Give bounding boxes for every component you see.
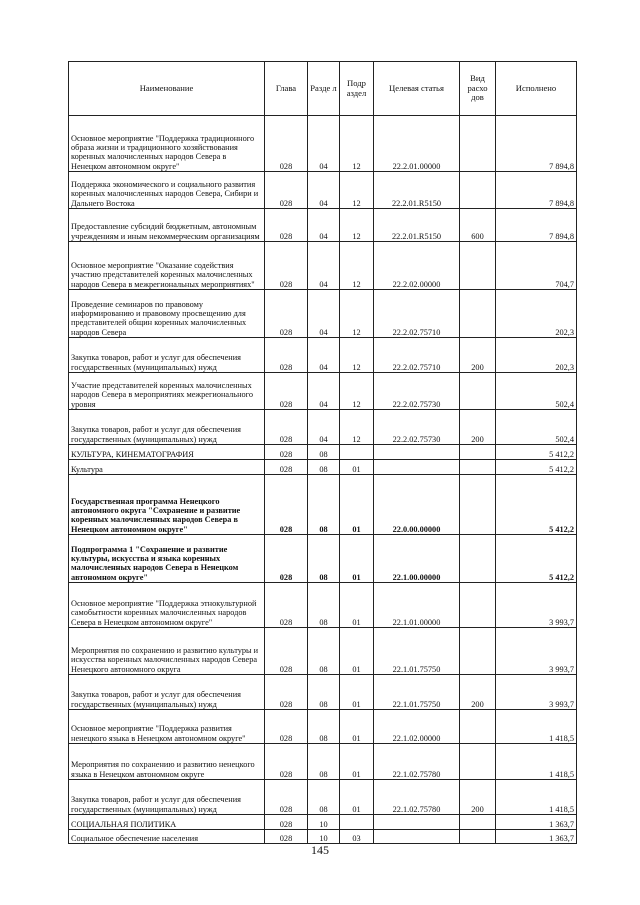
- cell-glava: 028: [265, 830, 308, 844]
- cell-razdel: 08: [308, 628, 340, 675]
- cell-celevaya-statya: 22.1.02.00000: [374, 710, 460, 744]
- cell-name: Культура: [69, 460, 265, 475]
- header-ispolneno: Исполнено: [496, 62, 577, 116]
- cell-celevaya-statya: [374, 445, 460, 460]
- cell-podrazdel: 01: [340, 675, 374, 710]
- cell-name: Основное мероприятие "Оказание содействия участию представителей коренных малочисленных народов Севера в межрегиональных мероприятиях": [69, 242, 265, 290]
- cell-name: Проведение семинаров по правовому информированию и правовому просвещению для представителей общин коренных малочисленных народов Севера: [69, 290, 265, 338]
- cell-razdel: 04: [308, 338, 340, 373]
- cell-glava: 028: [265, 410, 308, 445]
- cell-glava: 028: [265, 290, 308, 338]
- cell-razdel: 04: [308, 242, 340, 290]
- cell-ispolneno: 7 894,8: [496, 172, 577, 209]
- cell-vid-raskhodov: 200: [460, 338, 496, 373]
- header-row: [69, 62, 577, 116]
- cell-vid-raskhodov: [460, 445, 496, 460]
- header-razdel: Разде л: [308, 62, 340, 116]
- cell-celevaya-statya: 22.2.02.75710: [374, 290, 460, 338]
- cell-razdel: 08: [308, 583, 340, 628]
- cell-glava: 028: [265, 675, 308, 710]
- cell-podrazdel: 01: [340, 460, 374, 475]
- cell-podrazdel: 01: [340, 475, 374, 535]
- table-row: [69, 410, 577, 445]
- table-row: [69, 780, 577, 815]
- cell-celevaya-statya: 22.2.02.75730: [374, 410, 460, 445]
- cell-vid-raskhodov: [460, 628, 496, 675]
- cell-razdel: 08: [308, 780, 340, 815]
- cell-razdel: 04: [308, 410, 340, 445]
- cell-podrazdel: 01: [340, 780, 374, 815]
- cell-vid-raskhodov: 200: [460, 780, 496, 815]
- cell-glava: 028: [265, 535, 308, 583]
- cell-podrazdel: 12: [340, 172, 374, 209]
- cell-celevaya-statya: 22.2.02.75730: [374, 373, 460, 410]
- cell-celevaya-statya: 22.1.02.75780: [374, 780, 460, 815]
- table-row: [69, 242, 577, 290]
- cell-celevaya-statya: 22.2.02.75710: [374, 338, 460, 373]
- table-row: [69, 475, 577, 535]
- cell-ispolneno: 5 412,2: [496, 445, 577, 460]
- header-vid-raskhodov: Вид расхо дов: [460, 62, 496, 116]
- cell-name: Поддержка экономического и социального развития коренных малочисленных народов Севера, Сибири и Дальнего Востока: [69, 172, 265, 209]
- cell-vid-raskhodov: [460, 744, 496, 780]
- table-row: [69, 710, 577, 744]
- cell-vid-raskhodov: 200: [460, 410, 496, 445]
- header-celevaya-statya: Целевая статья: [374, 62, 460, 116]
- cell-name: Закупка товаров, работ и услуг для обеспечения государственных (муниципальных) нужд: [69, 338, 265, 373]
- cell-ispolneno: 1 418,5: [496, 780, 577, 815]
- cell-razdel: 04: [308, 172, 340, 209]
- table-row: [69, 460, 577, 475]
- cell-glava: 028: [265, 172, 308, 209]
- cell-ispolneno: 202,3: [496, 338, 577, 373]
- cell-ispolneno: 1 418,5: [496, 710, 577, 744]
- cell-ispolneno: 3 993,7: [496, 583, 577, 628]
- cell-razdel: 08: [308, 475, 340, 535]
- cell-glava: 028: [265, 209, 308, 242]
- cell-glava: 028: [265, 445, 308, 460]
- cell-vid-raskhodov: [460, 460, 496, 475]
- cell-celevaya-statya: 22.2.01.R5150: [374, 172, 460, 209]
- cell-vid-raskhodov: 600: [460, 209, 496, 242]
- cell-podrazdel: 12: [340, 242, 374, 290]
- cell-celevaya-statya: 22.1.01.00000: [374, 583, 460, 628]
- cell-ispolneno: 3 993,7: [496, 675, 577, 710]
- cell-vid-raskhodov: [460, 830, 496, 844]
- table-row: [69, 338, 577, 373]
- cell-podrazdel: 01: [340, 744, 374, 780]
- cell-vid-raskhodov: [460, 116, 496, 172]
- cell-ispolneno: 1 363,7: [496, 830, 577, 844]
- cell-vid-raskhodov: [460, 475, 496, 535]
- cell-vid-raskhodov: [460, 373, 496, 410]
- cell-celevaya-statya: 22.1.02.75780: [374, 744, 460, 780]
- cell-glava: 028: [265, 710, 308, 744]
- cell-podrazdel: 01: [340, 628, 374, 675]
- cell-razdel: 04: [308, 290, 340, 338]
- cell-name: Закупка товаров, работ и услуг для обеспечения государственных (муниципальных) нужд: [69, 410, 265, 445]
- cell-glava: 028: [265, 780, 308, 815]
- cell-razdel: 08: [308, 460, 340, 475]
- cell-name: Основное мероприятие "Поддержка развития ненецкого языка в Ненецком автономном округе": [69, 710, 265, 744]
- cell-ispolneno: 704,7: [496, 242, 577, 290]
- cell-name: КУЛЬТУРА, КИНЕМАТОГРАФИЯ: [69, 445, 265, 460]
- cell-celevaya-statya: [374, 460, 460, 475]
- cell-ispolneno: 502,4: [496, 410, 577, 445]
- table-row: [69, 583, 577, 628]
- cell-glava: 028: [265, 116, 308, 172]
- table-row: [69, 116, 577, 172]
- cell-podrazdel: 12: [340, 338, 374, 373]
- cell-name: Мероприятия по сохранению и развитию ненецкого языка в Ненецком автономном округе: [69, 744, 265, 780]
- cell-glava: 028: [265, 475, 308, 535]
- cell-podrazdel: 12: [340, 116, 374, 172]
- cell-glava: 028: [265, 583, 308, 628]
- cell-podrazdel: 12: [340, 410, 374, 445]
- cell-name: СОЦИАЛЬНАЯ ПОЛИТИКА: [69, 815, 265, 830]
- cell-razdel: 08: [308, 744, 340, 780]
- cell-ispolneno: 7 894,8: [496, 116, 577, 172]
- table-row: [69, 373, 577, 410]
- cell-glava: 028: [265, 460, 308, 475]
- cell-vid-raskhodov: [460, 290, 496, 338]
- cell-podrazdel: [340, 815, 374, 830]
- cell-ispolneno: 1 363,7: [496, 815, 577, 830]
- cell-vid-raskhodov: [460, 242, 496, 290]
- cell-razdel: 08: [308, 445, 340, 460]
- cell-ispolneno: 3 993,7: [496, 628, 577, 675]
- cell-razdel: 10: [308, 830, 340, 844]
- cell-ispolneno: 7 894,8: [496, 209, 577, 242]
- cell-vid-raskhodov: [460, 535, 496, 583]
- header-glava: Глава: [265, 62, 308, 116]
- cell-vid-raskhodov: 200: [460, 675, 496, 710]
- cell-name: Закупка товаров, работ и услуг для обеспечения государственных (муниципальных) нужд: [69, 675, 265, 710]
- table-row: [69, 830, 577, 844]
- table-row: [69, 172, 577, 209]
- cell-razdel: 04: [308, 209, 340, 242]
- table-row: [69, 445, 577, 460]
- cell-razdel: 08: [308, 675, 340, 710]
- budget-table: [68, 61, 577, 844]
- cell-celevaya-statya: 22.1.00.00000: [374, 535, 460, 583]
- cell-podrazdel: 01: [340, 583, 374, 628]
- table-row: [69, 535, 577, 583]
- cell-podrazdel: 01: [340, 710, 374, 744]
- header-podrazdel: Подр аздел: [340, 62, 374, 116]
- cell-vid-raskhodov: [460, 172, 496, 209]
- table-row: [69, 815, 577, 830]
- cell-celevaya-statya: 22.2.02.00000: [374, 242, 460, 290]
- cell-name: Социальное обеспечение населения: [69, 830, 265, 844]
- table-row: [69, 290, 577, 338]
- cell-razdel: 08: [308, 710, 340, 744]
- cell-razdel: 04: [308, 373, 340, 410]
- cell-name: Основное мероприятие "Поддержка этнокультурной самобытности коренных малочисленных народов Севера в Ненецком автономном округе": [69, 583, 265, 628]
- cell-glava: 028: [265, 815, 308, 830]
- cell-razdel: 04: [308, 116, 340, 172]
- cell-celevaya-statya: 22.1.01.75750: [374, 675, 460, 710]
- cell-glava: 028: [265, 628, 308, 675]
- cell-name: Подпрограмма 1 "Сохранение и развитие культуры, искусства и языка коренных малочисленных народов Севера в Ненецком автономном округе": [69, 535, 265, 583]
- cell-glava: 028: [265, 338, 308, 373]
- cell-celevaya-statya: 22.2.01.00000: [374, 116, 460, 172]
- table-row: [69, 675, 577, 710]
- table-row: [69, 744, 577, 780]
- cell-ispolneno: 5 412,2: [496, 535, 577, 583]
- cell-celevaya-statya: [374, 830, 460, 844]
- table-row: [69, 628, 577, 675]
- cell-podrazdel: 12: [340, 290, 374, 338]
- cell-razdel: 08: [308, 535, 340, 583]
- cell-ispolneno: 502,4: [496, 373, 577, 410]
- cell-celevaya-statya: [374, 815, 460, 830]
- cell-podrazdel: 03: [340, 830, 374, 844]
- cell-celevaya-statya: 22.1.01.75750: [374, 628, 460, 675]
- cell-podrazdel: 12: [340, 373, 374, 410]
- cell-podrazdel: 01: [340, 535, 374, 583]
- header-name: Наименование: [69, 62, 265, 116]
- cell-name: Предоставление субсидий бюджетным, автономным учреждениям и иным некоммерческим организациям: [69, 209, 265, 242]
- cell-celevaya-statya: 22.2.01.R5150: [374, 209, 460, 242]
- cell-vid-raskhodov: [460, 815, 496, 830]
- cell-vid-raskhodov: [460, 583, 496, 628]
- cell-vid-raskhodov: [460, 710, 496, 744]
- cell-razdel: 10: [308, 815, 340, 830]
- cell-glava: 028: [265, 373, 308, 410]
- cell-podrazdel: [340, 445, 374, 460]
- cell-name: Мероприятия по сохранению и развитию культуры и искусства коренных малочисленных народов Севера Ненецкого автономного округа: [69, 628, 265, 675]
- table-row: [69, 209, 577, 242]
- cell-podrazdel: 12: [340, 209, 374, 242]
- cell-ispolneno: 1 418,5: [496, 744, 577, 780]
- cell-ispolneno: 202,3: [496, 290, 577, 338]
- cell-ispolneno: 5 412,2: [496, 475, 577, 535]
- cell-glava: 028: [265, 242, 308, 290]
- cell-name: Основное мероприятие "Поддержка традиционного образа жизни и традиционного хозяйствования коренных малочисленных народов Севера в Ненецком автономном округе": [69, 116, 265, 172]
- cell-glava: 028: [265, 744, 308, 780]
- cell-celevaya-statya: 22.0.00.00000: [374, 475, 460, 535]
- page-number: 145: [311, 843, 329, 857]
- cell-ispolneno: 5 412,2: [496, 460, 577, 475]
- cell-name: Государственная программа Ненецкого автономного округа "Сохранение и развитие коренных малочисленных народов Севера в Ненецком автономном округе": [69, 475, 265, 535]
- cell-name: Участие представителей коренных малочисленных народов Севера в мероприятиях межрегионального уровня: [69, 373, 265, 410]
- cell-name: Закупка товаров, работ и услуг для обеспечения государственных (муниципальных) нужд: [69, 780, 265, 815]
